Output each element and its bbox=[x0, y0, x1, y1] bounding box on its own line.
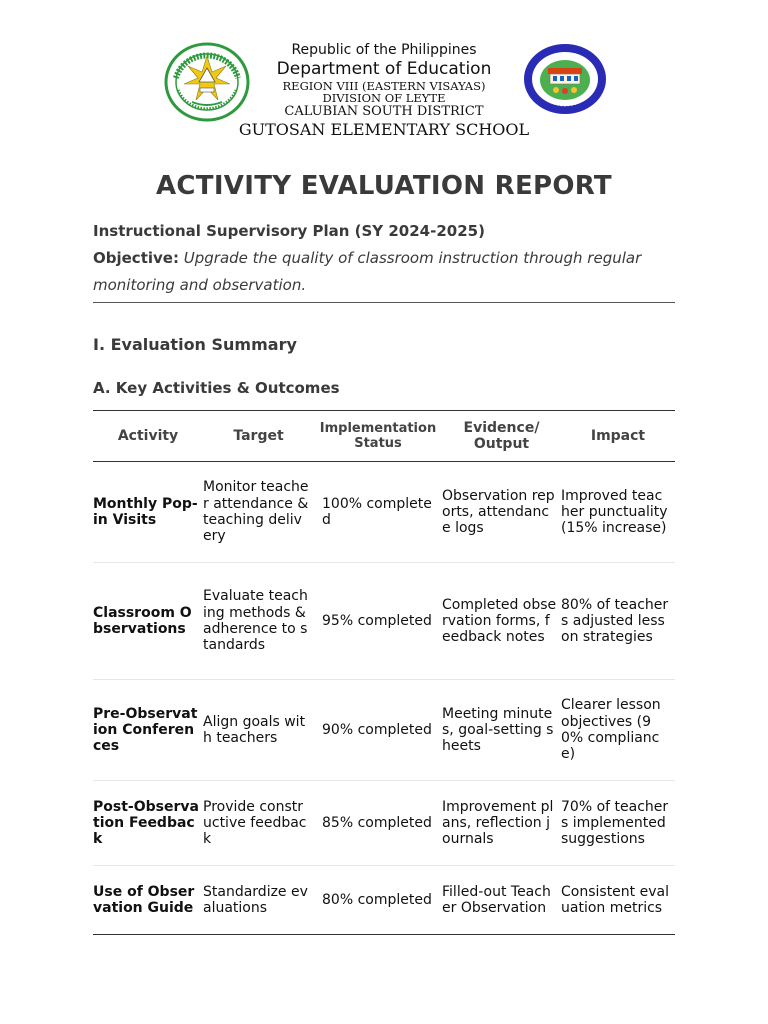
cell-impact: Improved teacher punctuality (15% increase) bbox=[561, 462, 675, 563]
republic-line: Republic of the Philippines bbox=[291, 42, 477, 58]
cell-impact: Clearer lesson objectives (90% compliance) bbox=[561, 680, 675, 781]
key-activities-table bbox=[93, 410, 675, 935]
cell-target: Align goals with teachers bbox=[203, 680, 314, 781]
objective-label: Objective: bbox=[93, 249, 179, 267]
objective-text: Upgrade the quality of classroom instruction through regular monitoring and observation. bbox=[93, 249, 642, 294]
cell-activity: Monthly Pop-in Visits bbox=[93, 462, 203, 563]
cell-status: 80% completed bbox=[314, 866, 442, 935]
cell-evidence: Completed observation forms, feedback notes bbox=[442, 563, 561, 680]
table-row bbox=[93, 781, 675, 866]
department-line: Department of Education bbox=[276, 59, 492, 79]
cell-status: 90% completed bbox=[314, 680, 442, 781]
table-header-row bbox=[93, 411, 675, 462]
cell-evidence: Filled-out Teacher Observation bbox=[442, 866, 561, 935]
leyte-division-school-seal bbox=[522, 42, 608, 116]
region-line: REGION VIII (EASTERN VISAYAS) bbox=[282, 79, 486, 93]
cell-impact: 80% of teachers adjusted lesson strategies bbox=[561, 563, 675, 680]
cell-target: Provide constructive feedback bbox=[203, 781, 314, 866]
district-line: CALUBIAN SOUTH DISTRICT bbox=[284, 104, 484, 119]
cell-status: 100% completed bbox=[314, 462, 442, 563]
letterhead bbox=[0, 40, 768, 140]
cell-status: 95% completed bbox=[314, 563, 442, 680]
table-row bbox=[93, 866, 675, 935]
divider bbox=[93, 302, 675, 303]
cell-impact: Consistent evaluation metrics bbox=[561, 866, 675, 935]
cell-status: 85% completed bbox=[314, 781, 442, 866]
cell-evidence: Meeting minutes, goal-setting sheets bbox=[442, 680, 561, 781]
cell-impact: 70% of teachers implemented suggestions bbox=[561, 781, 675, 866]
header-evidence: Evidence/ Output bbox=[442, 411, 561, 462]
cell-target: Monitor teacher attendance & teaching delivery bbox=[203, 462, 314, 563]
cell-target: Standardize evaluations bbox=[203, 866, 314, 935]
section-title: I. Evaluation Summary bbox=[93, 335, 297, 354]
header-target: Target bbox=[203, 411, 314, 462]
header-activity: Activity bbox=[93, 411, 203, 462]
table-row bbox=[93, 462, 675, 563]
cell-evidence: Improvement plans, reflection journals bbox=[442, 781, 561, 866]
cell-activity: Pre-Observation Conferences bbox=[93, 680, 203, 781]
plan-heading: Instructional Supervisory Plan (SY 2024-2025) bbox=[93, 222, 485, 240]
cell-activity: Classroom Observations bbox=[93, 563, 203, 680]
table-row bbox=[93, 563, 675, 680]
report-title: ACTIVITY EVALUATION REPORT bbox=[156, 171, 612, 201]
cell-evidence: Observation reports, attendance logs bbox=[442, 462, 561, 563]
division-line: DIVISION OF LEYTE bbox=[322, 91, 446, 105]
header-impact: Impact bbox=[561, 411, 675, 462]
cell-activity: Post-Observation Feedback bbox=[93, 781, 203, 866]
objective bbox=[93, 245, 683, 299]
header-status-label: Implementation Status bbox=[319, 421, 437, 451]
table-row bbox=[93, 680, 675, 781]
subsection-title: A. Key Activities & Outcomes bbox=[93, 379, 340, 397]
cell-activity: Use of Observation Guide bbox=[93, 866, 203, 935]
school-name: GUTOSAN ELEMENTARY SCHOOL bbox=[238, 120, 530, 139]
cell-target: Evaluate teaching methods & adherence to standards bbox=[203, 563, 314, 680]
header-status bbox=[314, 411, 442, 462]
